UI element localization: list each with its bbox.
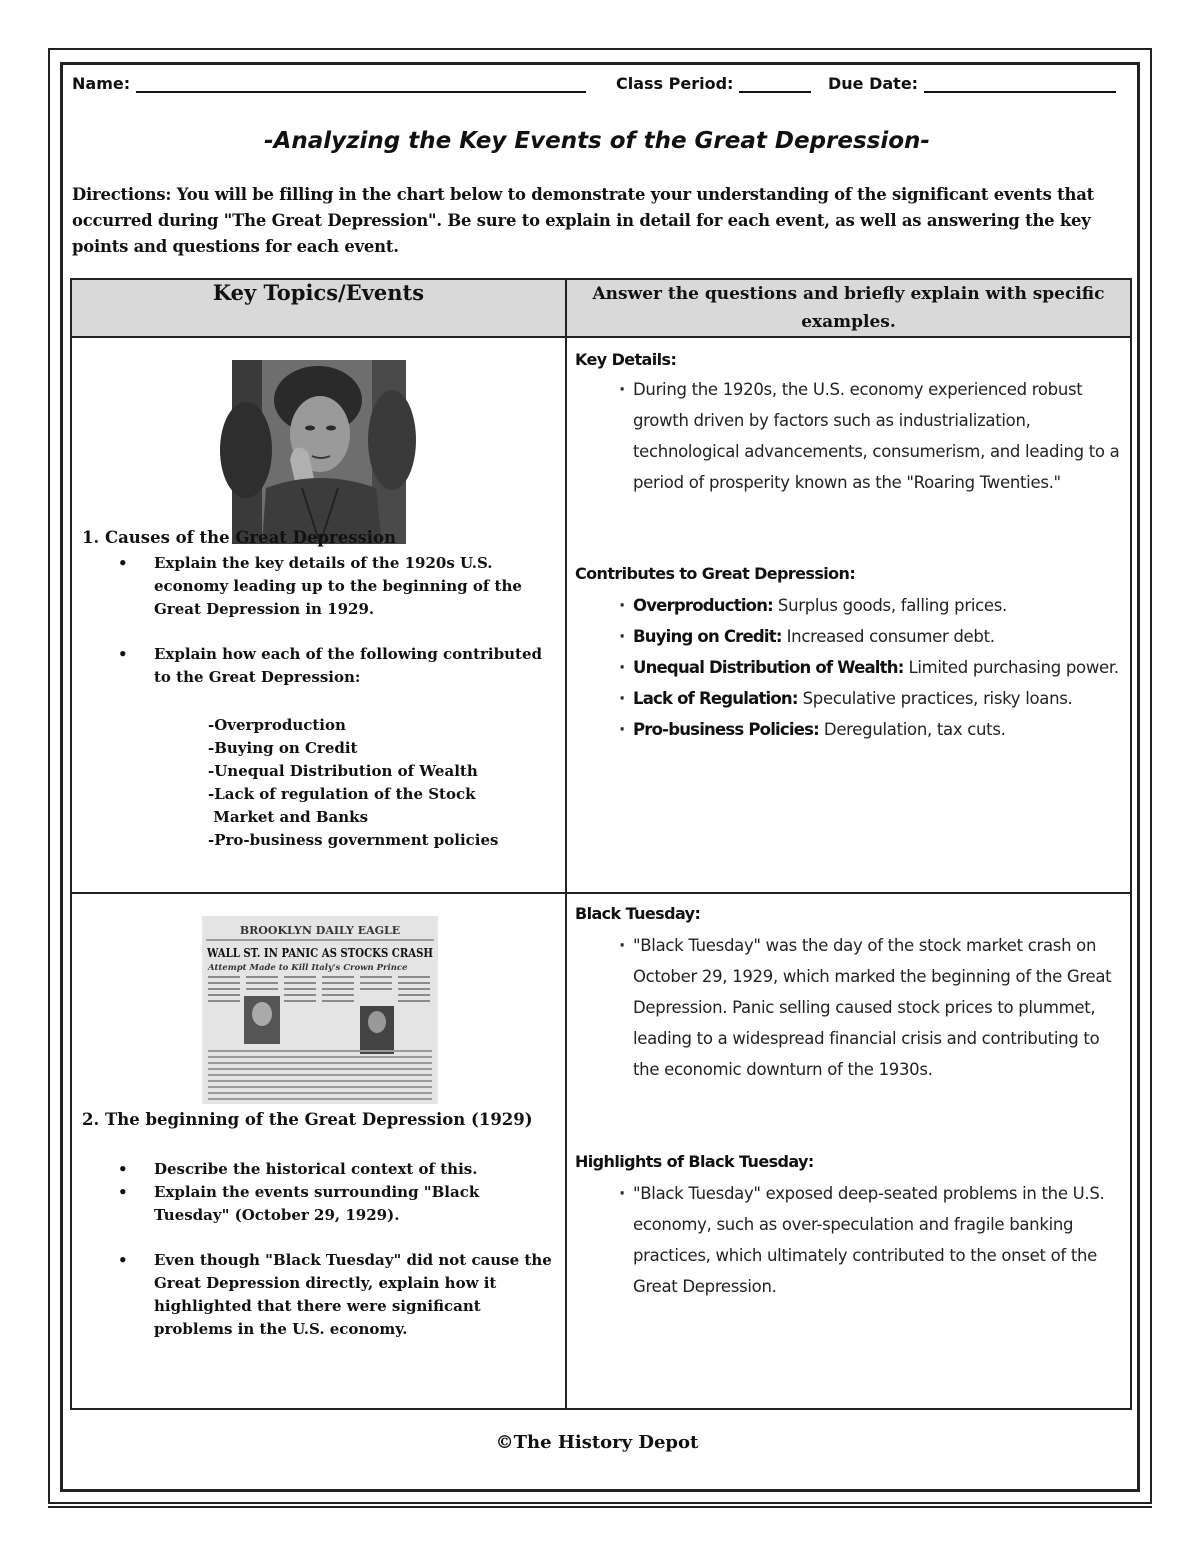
- list-item: -Pro-business government policies: [208, 831, 499, 849]
- answer-cell-black-tuesday[interactable]: [566, 893, 1131, 1409]
- newspaper-subhead: Attempt Made to Kill Italy's Crown Prince: [208, 963, 408, 973]
- list-item: -Lack of regulation of the Stock: [208, 785, 476, 803]
- topic-cell-causes: [71, 337, 566, 893]
- list-item: -Buying on Credit: [208, 739, 358, 757]
- due-date-label: Due Date:: [828, 74, 919, 93]
- table-row: [71, 337, 1131, 893]
- contributes-list: [623, 590, 1123, 745]
- list-item: • Explain how each of the following contributed to the Great Depression:: [82, 643, 552, 689]
- list-item: · "Black Tuesday" was the day of the stock market crash on October 29, 1929, which marked the beginning of the Great Depression. Panic selling caused stock prices to plummet, leading to a widespread financial crisis and contributing to the economic downturn of the 1930s.: [623, 930, 1123, 1085]
- list-item: · Pro-business Policies: Deregulation, tax cuts.: [623, 714, 1123, 745]
- class-period-field[interactable]: [616, 74, 811, 93]
- section-heading: Black Tuesday:: [575, 904, 701, 923]
- table-row: [71, 893, 1131, 1409]
- name-blank-line[interactable]: [136, 75, 586, 93]
- section-heading: Contributes to Great Depression:: [575, 564, 856, 583]
- brooklyn-daily-eagle-newspaper-image: [202, 916, 438, 1104]
- contributing-factors-list: [208, 714, 558, 852]
- col-header-answers: Answer the questions and briefly explain with specific examples.: [566, 279, 1131, 337]
- directions-lead: Directions:: [72, 185, 172, 204]
- key-details-list: [623, 374, 1123, 498]
- list-item: · Lack of Regulation: Speculative practices, risky loans.: [623, 683, 1123, 714]
- name-label: Name:: [72, 74, 131, 93]
- list-item: • Explain the events surrounding "Black Tuesday" (October 29, 1929).: [82, 1181, 552, 1227]
- worksheet-title: -Analyzing the Key Events of the Great Depression-: [264, 128, 930, 154]
- newspaper-headline: WALL ST. IN PANIC AS STOCKS CRASH: [206, 945, 434, 960]
- chart-header-row: [71, 279, 1131, 337]
- class-period-blank-line[interactable]: [739, 75, 811, 93]
- name-field[interactable]: [72, 74, 586, 93]
- list-item: -Overproduction: [208, 716, 346, 734]
- col-header-topics: Key Topics/Events: [71, 279, 566, 337]
- list-item: • Describe the historical context of this.: [82, 1158, 552, 1181]
- newspaper-masthead: BROOKLYN DAILY EAGLE: [239, 924, 401, 937]
- black-tuesday-list: [623, 930, 1123, 1085]
- list-item: · "Black Tuesday" exposed deep-seated problems in the U.S. economy, such as over-speculation and fragile banking practices, which ultimately contributed to the onset of the Great Depression.: [623, 1178, 1123, 1302]
- list-item: · Unequal Distribution of Wealth: Limited purchasing power.: [623, 652, 1123, 683]
- directions-paragraph: [72, 182, 1134, 260]
- section-heading: Key Details:: [575, 350, 677, 369]
- topic-prompts: [82, 552, 552, 689]
- directions-text: You will be filling in the chart below to demonstrate your understanding of the significant events that occurred during "The Great Depression". Be sure to explain in detail for each event, as well as answering the key points and questions for each event.: [72, 185, 1095, 256]
- key-events-chart: [70, 278, 1132, 1410]
- list-item: • Explain the key details of the 1920s U.S. economy leading up to the beginning of the Great Depression in 1929.: [82, 552, 552, 621]
- answer-cell-causes[interactable]: [566, 337, 1131, 893]
- highlights-list: [623, 1178, 1123, 1302]
- list-item: -Unequal Distribution of Wealth: [208, 762, 478, 780]
- topic-title: 1. Causes of the Great Depression: [82, 528, 397, 547]
- list-item: Market and Banks: [208, 808, 369, 826]
- list-item: · During the 1920s, the U.S. economy experienced robust growth driven by factors such as industrialization, technological advancements, consumerism, and leading to a period of prosperity known as the "Roaring Twenties.": [623, 374, 1123, 498]
- list-item: · Buying on Credit: Increased consumer debt.: [623, 621, 1123, 652]
- topic-cell-black-tuesday: [71, 893, 566, 1409]
- list-item: · Overproduction: Surplus goods, falling prices.: [623, 590, 1123, 621]
- topic-prompts: [82, 1158, 552, 1341]
- migrant-mother-photo: [232, 360, 406, 544]
- due-date-field[interactable]: [828, 74, 1116, 93]
- due-date-blank-line[interactable]: [924, 75, 1116, 93]
- student-info-header: [72, 74, 1122, 98]
- page-bottom-rule: [48, 1506, 1152, 1508]
- section-heading: Highlights of Black Tuesday:: [575, 1152, 814, 1171]
- copyright-footer: ©The History Depot: [495, 1432, 699, 1453]
- topic-title: 2. The beginning of the Great Depression (1929): [82, 1110, 533, 1129]
- class-period-label: Class Period:: [616, 74, 734, 93]
- list-item: • Even though "Black Tuesday" did not cause the Great Depression directly, explain how it highlighted that there were significant problems in the U.S. economy.: [82, 1249, 552, 1341]
